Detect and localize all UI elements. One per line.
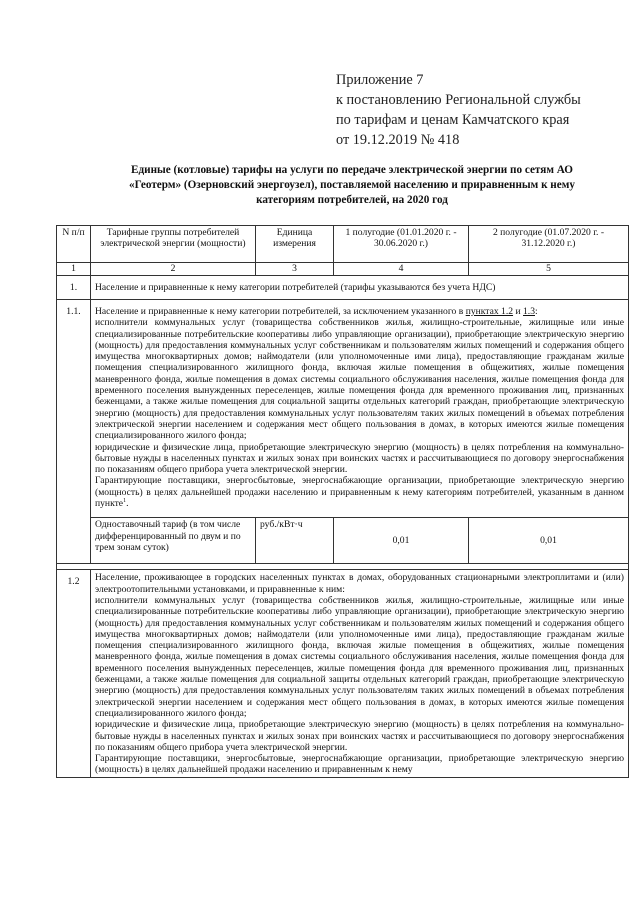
paragraph: исполнители коммунальных услуг (товарищества собственников жилья, жилищно-строительные, жилищные или иные специализированные потребительские кооперативы либо управляющие организации), приобретающие электрическую энергию (мощность) для предоставления коммунальных услуг собственникам и пользователям жилых помещений и содержания общего имущества многоквартирных домов; наймодатели (или уполномоченные ими лица), предоставляющие гражданам жилые помещения специализированного жилищного фонда, включая жилые помещения в общежитиях, жилые помещения маневренного фонда, жилые помещения в домах системы социального обслуживания населения, жилые помещения фонда для временного поселения вынужденных переселенцев, жилые помещения фонда для временного проживания лиц, признанных беженцами, а также жилые помещения для социальной защиты отдельных категорий граждан, приобретающие электрическую энергию (мощность) для предоставления коммунальных услуг пользователям таких жилых помещений в объемах потребления электрической энергии населением и содержания мест общего пользования в домах, в которых имеются жилые помещения специализированного жилого фонда; [95,317,624,442]
and-text: и [515,306,521,317]
link-item-1-3[interactable]: 1.3 [523,306,535,317]
section-text: Население и приравненные к нему категории потребителей (тарифы указываются без учета НДС) [91,276,629,300]
header-half2: 2 полугодие (01.07.2020 г. - 31.12.2020 г.) [469,226,629,263]
tariff-table [56,225,629,778]
intro-text: Население и приравненные к нему категории потребителей, за исключением указанного в [95,306,464,317]
title-line-2: «Геотерм» (Озерновский энергоузел), поставляемой населению и приравненным к нему [129,179,575,191]
header-group: Тарифные группы потребителей электрической энергии (мощности) [91,226,256,263]
appendix-header [336,70,626,150]
tariff-unit: руб./кВт·ч [256,518,334,564]
row-description [91,300,629,518]
header-half1: 1 полугодие (01.01.2020 г. - 30.06.2020 г.) [334,226,469,263]
title-line-1: Единые (котловые) тарифы на услуги по передаче электрической энергии по сетям АО [131,164,573,176]
footnote-marker[interactable]: 1 [123,497,127,504]
tariff-row [57,518,629,564]
header-num: N п/п [57,226,91,263]
index-cell: 5 [469,263,629,276]
index-cell: 3 [256,263,334,276]
appendix-line-4: от 19.12.2019 № 418 [336,132,460,148]
paragraph: Гарантирующие поставщики, энергосбытовые, энергоснабжающие организации, приобретающие электрическую энергию (мощность) в целях дальнейшей продажи населению и приравненным к нему [95,753,624,776]
tariff-group: Одноставочный тариф (в том числе дифференцированный по двум и по трем зонам суток) [91,518,256,564]
index-cell: 1 [57,263,91,276]
table-header-row [57,226,629,263]
section-num: 1. [57,276,91,300]
paragraph: юридические и физические лица, приобретающие электрическую энергию (мощность) в целях потребления на коммунально-бытовые нужды в населенных пунктах и жилых зонах при воинских частях и рассчитывающиеся по договору энергоснабжения по показаниям общего прибора учета электрической энергии. [95,719,624,753]
row-num: 1.2 [57,570,91,777]
paragraph: юридические и физические лица, приобретающие электрическую энергию (мощность) в целях потребления на коммунально-бытовые нужды в населенных пунктах и жилых зонах при воинских частях и рассчитывающиеся по договору энергоснабжения по показаниям общего прибора учета электрической энергии. [95,441,624,476]
header-unit: Единица измерения [256,226,334,263]
paragraph: Гарантирующие поставщики, энергосбытовые, энергоснабжающие организации, приобретающие электрическую энергию (мощность) в целях дальнейшей продажи населению и приравненным к нему категориям потребителей, указанным в данном пункте [95,475,624,510]
document-title [82,163,622,208]
period: . [126,498,129,510]
intro-colon: : [535,306,538,317]
appendix-line-1: Приложение 7 [336,72,424,88]
appendix-line-3: по тарифам и ценам Камчатского края [336,112,570,128]
section-row [57,276,629,300]
title-line-3: категориям потребителей, на 2020 год [256,194,448,206]
tariff-value-half1: 0,01 [334,518,469,564]
tariff-value-half2: 0,01 [469,518,629,564]
column-index-row [57,263,629,276]
paragraph: исполнители коммунальных услуг (товарищества собственников жилья, жилищно-строительные, жилищные или иные специализированные потребительские кооперативы либо управляющие организации), приобретающие электрическую энергию (мощность) для предоставления коммунальных услуг собственникам и пользователям жилых помещений и содержания общего имущества многоквартирных домов; наймодатели (или уполномоченные ими лица), предоставляющие гражданам жилые помещения специализированного жилищного фонда, включая жилые помещения в общежитиях, жилые помещения маневренного фонда, жилые помещения в домах системы социального обслуживания населения, жилые помещения фонда для временного поселения вынужденных переселенцев, жилые помещения фонда для временного проживания лиц, признанных беженцами, а также жилые помещения для социальной защиты отдельных категорий граждан, приобретающие электрическую энергию (мощность) для предоставления коммунальных услуг пользователям таких жилых помещений в объемах потребления электрической энергии населением и содержания мест общего пользования в домах, в которых имеются жилые помещения специализированного жилого фонда; [95,594,624,719]
link-item-1-2[interactable]: пунктах 1.2 [465,306,514,317]
row-description [91,570,629,777]
table-row [57,570,629,777]
index-cell: 2 [91,263,256,276]
table-row [57,300,629,518]
index-cell: 4 [334,263,469,276]
paragraph: Население, проживающее в городских населенных пунктах в домах, оборудованных стационарными электроплитами и (или) электроотопительными установками, и приравненные к ним: [95,572,624,595]
appendix-line-2: к постановлению Региональной службы [336,92,581,108]
row-num: 1.1. [57,300,91,564]
